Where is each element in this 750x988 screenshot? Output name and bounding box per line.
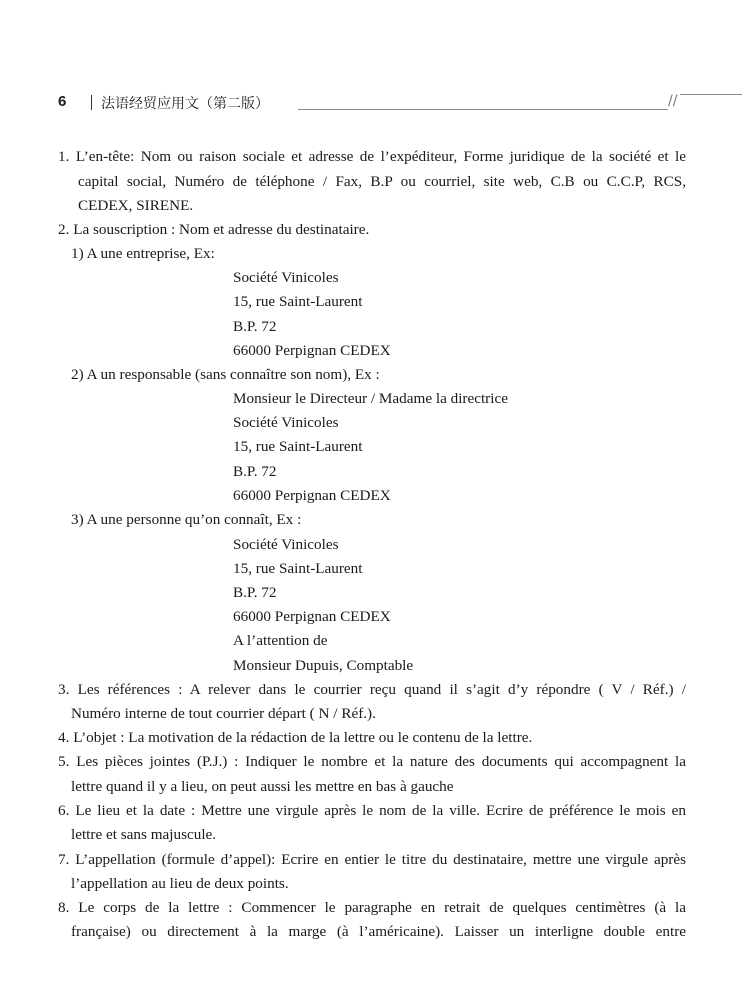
sub-1-address-line: Société Vinicoles: [233, 269, 339, 286]
item-7-line-1: 7. L’appellation (formule d’appel): Ecrire en entier le titre du destinataire, mettre une virgule après: [58, 851, 686, 868]
sub-3-address-line: Monsieur Dupuis, Comptable: [233, 657, 414, 674]
sub-3-address-line: 15, rue Saint-Laurent: [233, 560, 363, 577]
sub-1-address-line: B.P. 72: [233, 318, 277, 335]
item-8-line-2: française) ou directement à la marge (à l’américaine). Laisser un interligne double entre: [71, 923, 686, 940]
item-5-line-2: lettre quand il y a lieu, on peut aussi les mettre en bas à gauche: [71, 778, 454, 795]
sub-3-address-line: Société Vinicoles: [233, 536, 339, 553]
header-decoration: //: [668, 93, 678, 109]
sub-2-address-line: B.P. 72: [233, 463, 277, 480]
sub-1-address-line: 15, rue Saint-Laurent: [233, 293, 363, 310]
sub-3-label: 3) A une personne qu’on connaît, Ex :: [71, 511, 302, 528]
item-5-line-1: 5. Les pièces jointes (P.J.) : Indiquer le nombre et la nature des documents qui accompagnent la: [58, 753, 686, 770]
item-1-line-3: CEDEX, SIRENE.: [78, 197, 194, 214]
sub-3-address-line: 66000 Perpignan CEDEX: [233, 608, 391, 625]
sub-3-address-line: A l’attention de: [233, 632, 328, 649]
item-1-line-1: 1. L’en-tête: Nom ou raison sociale et adresse de l’expéditeur, Forme juridique de la société et le: [58, 148, 686, 165]
item-6-line-1: 6. Le lieu et la date : Mettre une virgule après le nom de la ville. Ecrire de préférence le mois en: [58, 802, 686, 819]
item-1-line-2: capital social, Numéro de téléphone / Fax, B.P ou courriel, site web, C.B ou C.C.P, RCS,: [78, 173, 686, 190]
sub-1-label: 1) A une entreprise, Ex:: [71, 245, 215, 262]
item-3-line-1: 3. Les références : A relever dans le courrier reçu quand il s’agit d’y répondre ( V / Réf.) /: [58, 681, 686, 698]
sub-2-label: 2) A un responsable (sans connaître son nom), Ex :: [71, 366, 380, 383]
sub-1-address-line: 66000 Perpignan CEDEX: [233, 342, 391, 359]
item-7-line-2: l’appellation au lieu de deux points.: [71, 875, 289, 892]
item-6-line-2: lettre et sans majuscule.: [71, 826, 217, 843]
item-2-line-1: 2. La souscription : Nom et adresse du destinataire.: [58, 221, 370, 238]
item-4-line-1: 4. L’objet : La motivation de la rédaction de la lettre ou le contenu de la lettre.: [58, 729, 533, 746]
sub-2-address-line: Société Vinicoles: [233, 414, 339, 431]
sub-2-address-line: 66000 Perpignan CEDEX: [233, 487, 391, 504]
sub-2-address-line: Monsieur le Directeur / Madame la directrice: [233, 390, 508, 407]
item-8-line-1: 8. Le corps de la lettre : Commencer le paragraphe en retrait de quelques centimètres (à la: [58, 899, 686, 916]
page-number: 6: [58, 93, 67, 110]
sub-2-address-line: 15, rue Saint-Laurent: [233, 438, 363, 455]
item-3-line-2: Numéro interne de tout courrier départ ( N / Réf.).: [71, 705, 376, 722]
sub-3-address-line: B.P. 72: [233, 584, 277, 601]
book-title: 法语经贸应用文（第二版）: [101, 96, 269, 112]
